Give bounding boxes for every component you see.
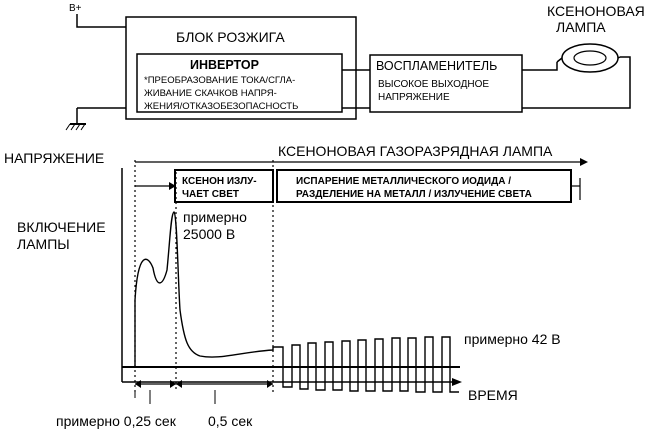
igniter-note-2: НАПРЯЖЕНИЕ: [378, 92, 450, 103]
supply-wire: [77, 14, 126, 27]
phase-title: КСЕНОНОВАЯ ГАЗОРАЗРЯДНАЯ ЛАМПА: [278, 143, 553, 159]
xenon-lamp-inner: [574, 51, 606, 65]
igniter-title: ВОСПЛАМЕНИТЕЛЬ: [376, 59, 498, 73]
inverter-note-2: ЖИВАНИЕ СКАЧКОВ НАПРЯ-: [144, 88, 277, 99]
igniter-note-1: ВЫСОКОЕ ВЫХОДНОЕ: [378, 79, 490, 90]
supply-label: B+: [69, 3, 82, 14]
time2-label: 0,5 сек: [208, 413, 253, 429]
phase-metal-line-2: РАЗДЕЛЕНИЕ НА МЕТАЛЛ / ИЗЛУЧЕНИЕ СВЕТА: [296, 189, 532, 200]
peak-label-1: примерно: [183, 209, 247, 225]
ignition-unit-title: БЛОК РОЗЖИГА: [176, 29, 285, 45]
x-axis-label: ВРЕМЯ: [468, 387, 518, 403]
lamp-label-2: ЛАМПА: [556, 19, 606, 35]
y-axis-label: НАПРЯЖЕНИЕ: [4, 150, 105, 166]
time1-label: примерно 0,25 сек: [56, 413, 176, 429]
inverter-note-3: ЖЕНИЯ/ОТКАЗОБЕЗОПАСНОСТЬ: [144, 101, 299, 112]
phase-xenon-line-2: ЧАЕТ СВЕТ: [182, 189, 240, 200]
steady-label: примерно 42 В: [464, 331, 561, 347]
switch-on-label-2: ЛАМПЫ: [17, 236, 70, 252]
lamp-label-1: КСЕНОНОВАЯ: [547, 3, 645, 19]
inverter-note-1: *ПРЕОБРАЗОВАНИЕ ТОКА/СГЛА-: [144, 75, 296, 86]
inverter-title: ИНВЕРТОР: [190, 58, 259, 72]
phase-xenon-line-1: КСЕНОН ИЗЛУ-: [182, 176, 257, 187]
switch-on-label-1: ВКЛЮЧЕНИЕ: [17, 219, 106, 235]
xenon-lamp-outer: [562, 44, 618, 72]
peak-label-2: 25000 В: [183, 226, 236, 242]
phase-metal-line-1: ИСПАРЕНИЕ МЕТАЛЛИЧЕСКОГО ИОДИДА /: [296, 176, 511, 187]
